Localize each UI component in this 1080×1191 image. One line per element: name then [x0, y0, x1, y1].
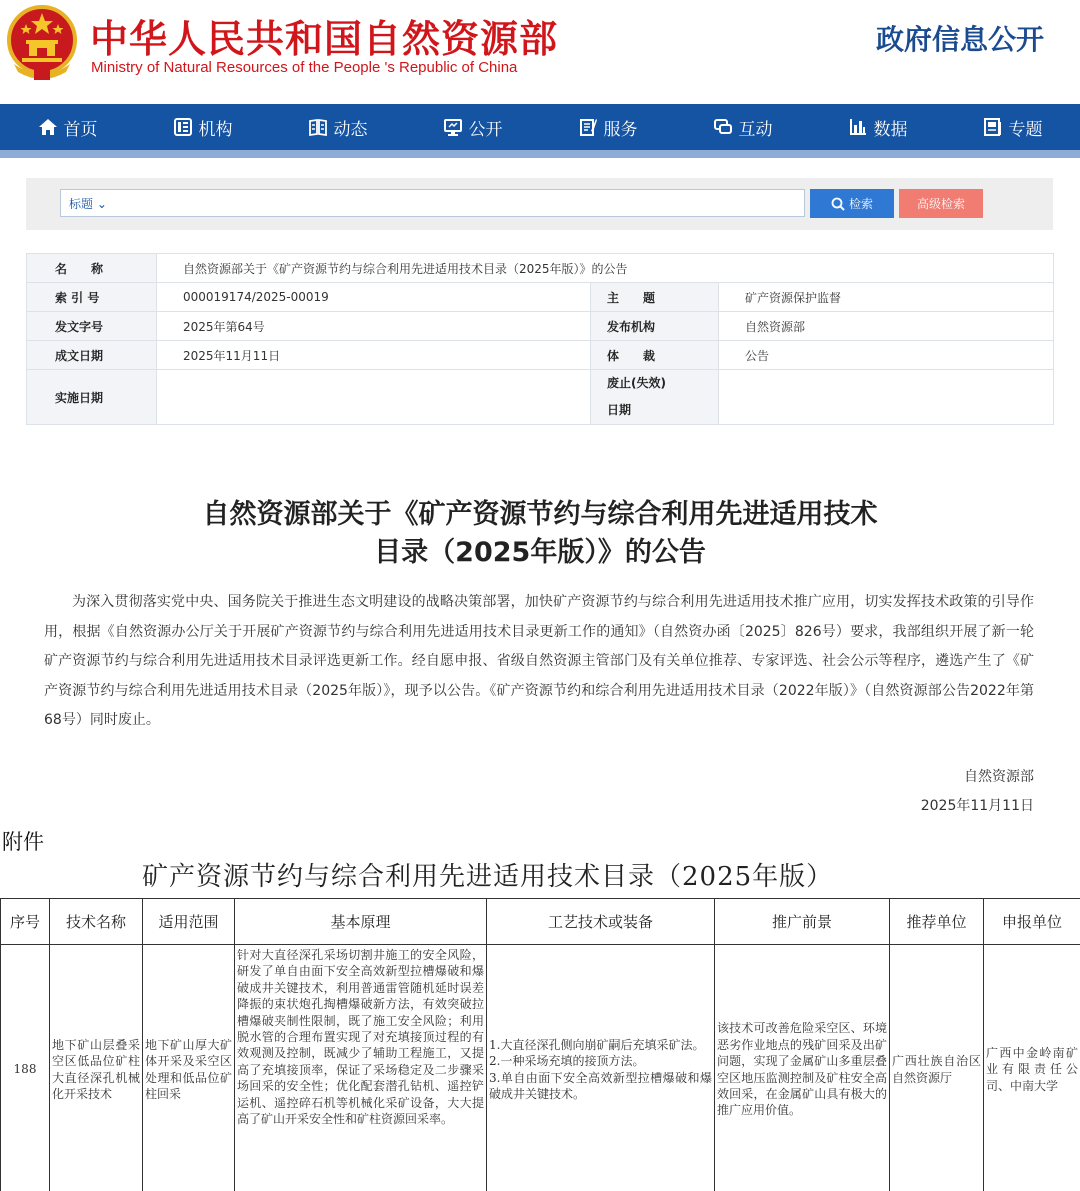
attachment-table [0, 898, 1080, 1191]
col-header-no: 序号 [1, 899, 50, 945]
nav-underline [0, 150, 1080, 158]
nav-label: 专题 [1008, 119, 1043, 140]
meta-value-name: 自然资源部关于《矿产资源节约与综合利用先进适用技术目录（2025年版）》的公告 [157, 254, 1054, 283]
meta-label-docno: 发文字号 [27, 312, 157, 341]
cell-name: 地下矿山层叠采空区低品位矿柱大直径深孔机械化开采技术 [50, 945, 143, 1191]
news-icon [308, 117, 328, 137]
cell-recommender: 广西壮族自治区自然资源厅 [890, 945, 984, 1191]
nav-item-data[interactable] [810, 104, 945, 150]
advanced-search-button[interactable]: 高级检索 [899, 189, 983, 218]
search-select-label: 标题 [69, 197, 94, 211]
meta-value-topic: 矿产资源保护监督 [719, 283, 1054, 312]
cell-principle: 针对大直径深孔采场切割井施工的安全风险，研发了单自由面下安全高效新型拉槽爆破和爆破成井关键技术，利用普通雷管随机延时误差降振的束状炮孔掏槽爆破新方法，有效突破拉槽爆破夹制性限制，既了施工安全风险；利用脱水管的合理布置实现了对充填接顶过程的有效观测及控制，既减少了辅助工程施工，又提高了充填接顶率，保证了采场稳定及二步骤采场回采的安全性；优化配套潜孔钻机、遥控铲运机、遥控碎石机等机械化采矿设备，大大提高了矿山开采安全性和矿柱资源回采率。 [235, 945, 487, 1191]
gov-info-link[interactable]: 政府信息公开 [875, 23, 1044, 56]
col-header-process: 工艺技术或装备 [487, 899, 715, 945]
search-button[interactable] [810, 189, 894, 218]
meta-row [27, 341, 1054, 370]
search-button-label: 检索 [848, 197, 873, 211]
nav-label: 服务 [603, 119, 638, 140]
cell-scope: 地下矿山厚大矿体开采及采空区处理和低品位矿柱回采 [143, 945, 235, 1191]
signature-date: 2025年11月11日 [920, 798, 1034, 814]
cell-no: 188 [1, 945, 50, 1191]
meta-label-expire-1: 废止(失效) [607, 376, 666, 390]
nav-item-interact[interactable] [675, 104, 810, 150]
chart-icon [848, 117, 868, 137]
nav-item-service[interactable] [540, 104, 675, 150]
meta-value-index: 000019174/2025-00019 [157, 283, 591, 312]
nav-label: 公开 [468, 119, 503, 140]
table-header-row [1, 899, 1080, 945]
meta-row [27, 254, 1054, 283]
meta-label-issuer: 发布机构 [591, 312, 719, 341]
search-field-select[interactable] [69, 195, 107, 212]
meta-row [27, 312, 1054, 341]
nav-label: 动态 [333, 119, 368, 140]
meta-value-genre: 公告 [719, 341, 1054, 370]
topic-icon [983, 117, 1003, 137]
meta-label-genre: 体 裁 [591, 341, 719, 370]
search-icon [831, 197, 845, 211]
site-header [0, 0, 1080, 104]
cell-process: 1.大直径深孔侧向崩矿嗣后充填采矿法。 2.一种采场充填的接顶方法。 3.单自由面下安全高效新型拉槽爆破和爆破成井关键技术。 [487, 945, 715, 1191]
article-title-line1: 自然资源部关于《矿产资源节约与综合利用先进适用技术 [202, 499, 878, 530]
article-title [0, 496, 1080, 572]
meta-label-topic: 主 题 [591, 283, 719, 312]
home-icon [38, 117, 58, 137]
nav-item-news[interactable] [270, 104, 405, 150]
nav-item-public[interactable] [405, 104, 540, 150]
nav-item-topic[interactable] [945, 104, 1080, 150]
chat-icon [713, 117, 733, 137]
meta-label-name: 名 称 [27, 254, 157, 283]
chevron-down-icon: ⌄ [93, 197, 107, 211]
cell-prospect: 该技术可改善危险采空区、环境恶劣作业地点的残矿回采及出矿问题，实现了金属矿山多重层叠空区地压监测控制及矿柱安全高效回采，在金属矿山具有极大的推广应用价值。 [715, 945, 890, 1191]
site-subtitle: Ministry of Natural Resources of the People 's Republic of China [91, 59, 518, 76]
meta-label-date: 成文日期 [27, 341, 157, 370]
nav-item-home[interactable] [0, 104, 135, 150]
nav-label: 数据 [873, 119, 908, 140]
meta-value-date: 2025年11月11日 [157, 341, 591, 370]
meta-label-index: 索 引 号 [27, 283, 157, 312]
meta-row [27, 370, 1054, 425]
meta-label-expire [591, 370, 719, 425]
col-header-name: 技术名称 [50, 899, 143, 945]
meta-value-expire [719, 370, 1054, 425]
meta-label-expire-2: 日期 [607, 403, 632, 417]
main-nav [0, 104, 1080, 150]
article-body: 为深入贯彻落实党中央、国务院关于推进生态文明建设的战略决策部署，加快矿产资源节约与综合利用先进适用技术推广应用，切实发挥技术政策的引导作用，根据《自然资源办公厅关于开展矿产资源节约与综合利用先进适用技术目录更新工作的通知》（自然资办函〔2025〕826号）要求，我部组织开展了新一轮矿产资源节约与综合利用先进适用技术目录评选更新工作。经自愿申报、省级自然资源主管部门及有关单位推荐、专家评选、社会公示等程序，遴选产生了《矿产资源节约与综合利用先进适用技术目录（2025年版）》，现予以公告。《矿产资源节约和综合利用先进适用技术目录（2022年版）》（自然资源部公告2022年第68号）同时废止。 [44, 594, 1034, 728]
signature-org: 自然资源部 [964, 769, 1034, 785]
article-title-line2: 目录（2025年版）》的公告 [374, 537, 706, 568]
nav-label: 首页 [63, 119, 98, 140]
nav-label: 互动 [738, 119, 773, 140]
meta-value-impl [157, 370, 591, 425]
national-emblem-icon[interactable] [6, 4, 78, 82]
meta-row [27, 283, 1054, 312]
service-icon [578, 117, 598, 137]
col-header-principle: 基本原理 [235, 899, 487, 945]
col-header-scope: 适用范围 [143, 899, 235, 945]
screen-icon [443, 117, 463, 137]
attachment-label: 附件 [2, 830, 44, 854]
document-meta-table [26, 253, 1054, 425]
col-header-prospect: 推广前景 [715, 899, 890, 945]
col-header-recommender: 推荐单位 [890, 899, 984, 945]
nav-item-org[interactable] [135, 104, 270, 150]
search-bar [26, 178, 1053, 230]
attachment-title: 矿产资源节约与综合利用先进适用技术目录（2025年版） [142, 862, 834, 892]
cell-applicant: 广西中金岭南矿业有限责任公司、中南大学 [984, 945, 1080, 1191]
meta-value-docno: 2025年第64号 [157, 312, 591, 341]
meta-label-impl: 实施日期 [27, 370, 157, 425]
org-icon [173, 117, 193, 137]
nav-label: 机构 [198, 119, 233, 140]
table-row [1, 945, 1080, 1191]
col-header-applicant: 申报单位 [984, 899, 1080, 945]
site-title[interactable]: 中华人民共和国自然资源部 [90, 17, 559, 61]
meta-value-issuer: 自然资源部 [719, 312, 1054, 341]
search-input[interactable] [60, 189, 805, 217]
